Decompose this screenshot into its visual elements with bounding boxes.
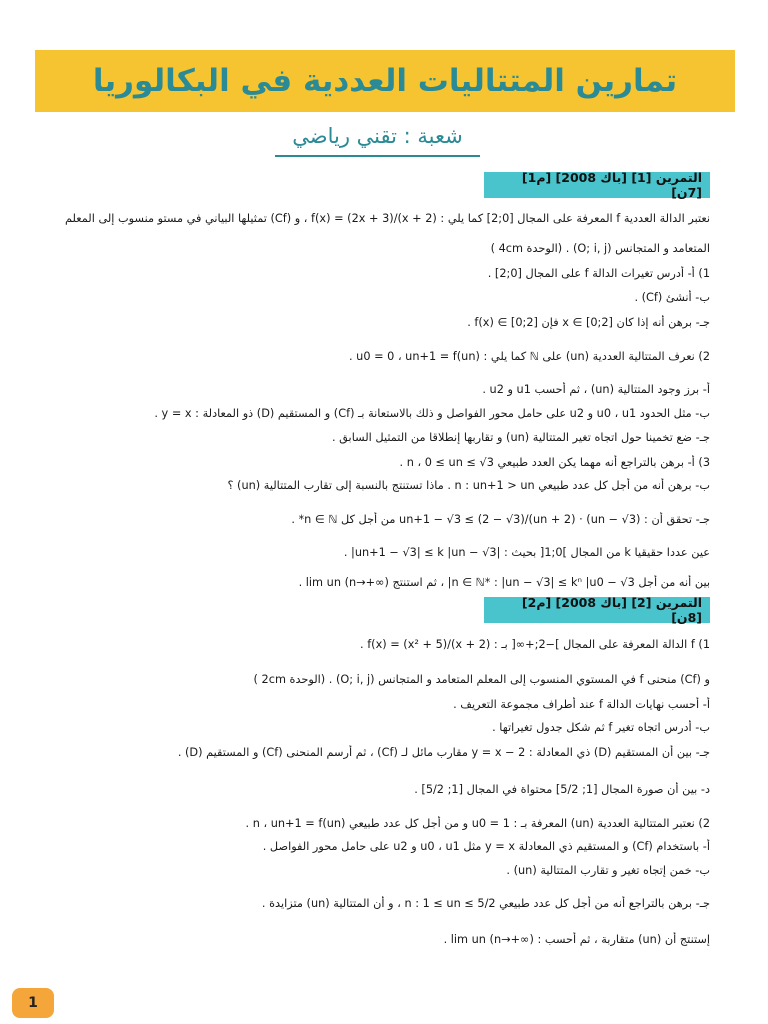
exercise-1-line-10: 3) أ- برهن بالتراجع أنه مهما يكن العدد طبيعي n ، 0 ≤ un ≤ √3 . [399,456,710,469]
exercise-2-line-2: و (Cf) منحنى f في المستوي المنسوب إلى المعلم المتعامد و المتجانس (O; i, j) . (الوحدة 2cm ) [253,673,710,686]
exercise-1-line-12: جـ- تحقق أن : un+1 − √3 ≤ (2 − √3)/(un + 2) · (un − √3) من أجل كل n ∈ ℕ* . [291,513,710,526]
title-banner [35,50,735,112]
exercise-1-line-8: ب- مثل الحدود u0 ، u1 و u2 على حامل محور الفواصل و ذلك بالاستعانة بـ (Cf) و المستقيم (D) ذو المعادلة : y = x . [154,407,710,420]
exercise-2-line-1: 1) f الدالة المعرفة على المجال ]−2;+∞[ بـ : f(x) = (x² + 5)/(x + 2) . [360,638,710,651]
exercise-1-header: التمرين [1] [باك 2008] [م1] [7ن] [484,172,710,198]
exercise-2-line-11: إستنتج أن (un) متقاربة ، ثم أحسب : lim un (n→+∞) . [443,933,710,946]
page-number-badge: 1 [12,988,54,1018]
document-title: تمارين المتتاليات العددية في البكالوريا [92,63,678,99]
exercise-1-line-13: عين عددا حقيقيا k من المجال ]0;1[ بحيث : |un+1 − √3| ≤ k |un − √3| . [343,546,710,559]
exercise-2-line-7: 2) نعتبر المتتالية العددية (un) المعرفة بـ : u0 = 1 و من أجل كل عدد طبيعي n ، un+1 = f(un) . [245,817,710,830]
exercise-2-line-3: أ- أحسب نهايات الدالة f عند أطراف مجموعة التعريف . [453,698,710,711]
exercise-1-line-5: جـ- برهن أنه إذا كان x ∈ [0;2] فإن f(x) ∈ [0;2] . [467,316,710,329]
exercise-2-line-6: د- بين أن صورة المجال [1; 5/2] محتواة في المجال [1; 5/2] . [414,783,710,796]
exercise-2-header: التمرين [2] [باك 2008] [م2] [8ن] [484,597,710,623]
exercise-1-line-6: 2) نعرف المتتالية العددية (un) على ℕ كما يلي : u0 = 0 ، un+1 = f(un) . [348,350,710,363]
exercise-2-line-4: ب- أدرس اتجاه تغير f ثم شكل جدول تغيراتها . [492,721,710,734]
exercise-1-line-3: 1) أ- أدرس تغيرات الدالة f على المجال [0;2] . [487,267,710,280]
subtitle-underline [275,155,480,157]
exercise-2-line-8: أ- باستخدام (Cf) و المستقيم ذي المعادلة y = x مثل u0 ، u1 و u2 على حامل محور الفواصل . [262,840,710,853]
exercise-1-line-9: جـ- ضع تخمينا حول اتجاه تغير المتتالية (un) و تقاربها إنطلاقا من التمثيل السابق . [331,431,710,444]
exercise-2-line-5: جـ- بين أن المستقيم (D) ذي المعادلة : y = x − 2 مقارب مائل لـ (Cf) ، ثم أرسم المنحنى (Cf) و المستقيم (D) . [177,746,710,759]
exercise-2-line-10: جـ- برهن بالتراجع أنه من أجل كل عدد طبيعي n : 1 ≤ un ≤ 5/2 ، و أن المتتالية (un) متزايدة . [261,897,710,910]
exercise-1-line-11: ب- برهن أنه من أجل كل عدد طبيعي n : un+1 > un . ماذا تستنتج بالنسبة إلى تقارب المتتالية (un) ؟ [227,479,710,492]
exercise-1-line-1: نعتبر الدالة العددية f المعرفة على المجال [0;2] كما يلي : f(x) = (2x + 3)/(x + 2) ، و (Cf) تمثيلها البياني في مستو منسوب إلى المعلم [65,212,710,225]
exercise-1-line-2: المتعامد و المتجانس (O; i, j) . (الوحدة 4cm ) [490,242,710,255]
exercise-1-line-14: بين أنه من أجل n ∈ ℕ* : |un − √3| ≤ kⁿ |u0 − √3| ، ثم استنتج lim un (n→+∞) . [298,576,710,589]
document-subtitle: شعبة : تقني رياضي [292,124,463,148]
exercise-1-line-4: ب- أنشئ (Cf) . [634,291,710,304]
exercise-2-line-9: ب- خمن إتجاه تغير و تقارب المتتالية (un) . [506,864,710,877]
exercise-1-line-7: أ- برز وجود المتتالية (un) ، ثم أحسب u1 و u2 . [482,383,710,396]
